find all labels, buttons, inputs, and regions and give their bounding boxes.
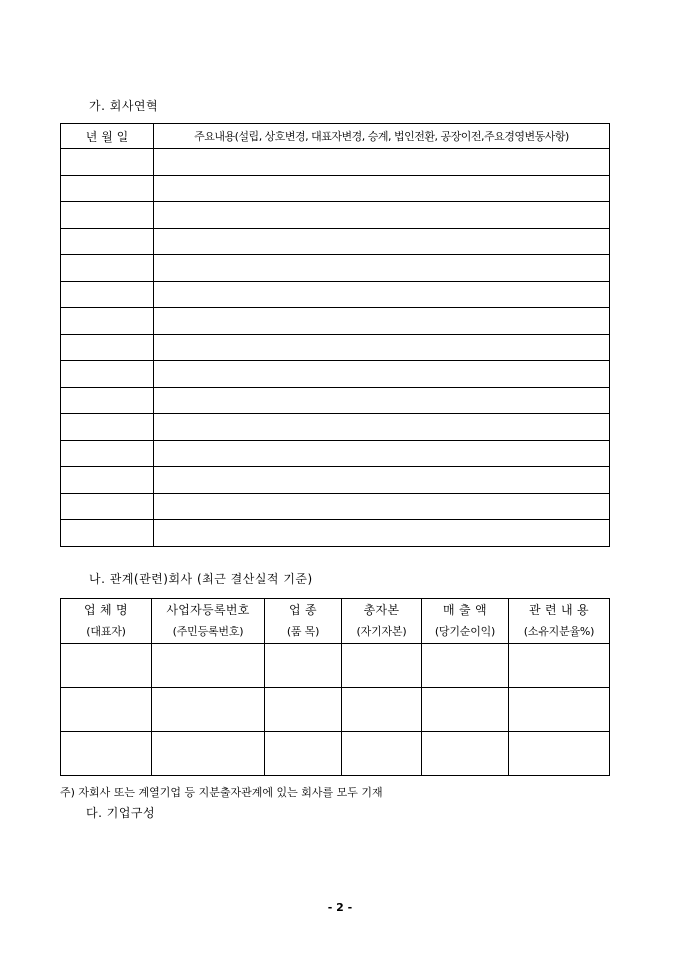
table-row <box>61 644 610 688</box>
table-header-row <box>61 124 610 149</box>
section-title-organization: 다. 기업구성 <box>86 806 156 820</box>
table-row <box>61 149 610 176</box>
total-capital-cell[interactable] <box>342 688 422 732</box>
sales-cell[interactable] <box>422 644 509 688</box>
header-sales: 매 출 액 (당기순이익) <box>422 599 509 644</box>
table-row <box>61 440 610 467</box>
table-row <box>61 228 610 255</box>
date-cell[interactable] <box>61 281 154 308</box>
date-cell[interactable] <box>61 467 154 494</box>
date-cell[interactable] <box>61 228 154 255</box>
content-cell[interactable] <box>154 440 610 467</box>
company-name-cell[interactable] <box>61 644 152 688</box>
header-main-content: 주요내용(설립, 상호변경, 대표자변경, 승계, 법인전환, 공장이전,주요경영변동사항) <box>154 124 610 149</box>
relation-cell[interactable] <box>509 688 610 732</box>
company-history-table <box>60 123 610 547</box>
business-reg-number-cell[interactable] <box>152 732 265 776</box>
business-reg-number-cell[interactable] <box>152 644 265 688</box>
date-cell[interactable] <box>61 440 154 467</box>
table-row <box>61 732 610 776</box>
table-row <box>61 493 610 520</box>
content-cell[interactable] <box>154 361 610 388</box>
content-cell[interactable] <box>154 334 610 361</box>
sales-cell[interactable] <box>422 688 509 732</box>
date-cell[interactable] <box>61 493 154 520</box>
industry-cell[interactable] <box>265 688 342 732</box>
industry-cell[interactable] <box>265 732 342 776</box>
content-cell[interactable] <box>154 175 610 202</box>
date-cell[interactable] <box>61 255 154 282</box>
table-row <box>61 281 610 308</box>
page-number: - 2 - <box>327 901 353 914</box>
content-cell[interactable] <box>154 414 610 441</box>
header-relation: 관 련 내 용 (소유지분율%) <box>509 599 610 644</box>
affiliate-companies-table <box>60 598 610 776</box>
table-row <box>61 175 610 202</box>
content-cell[interactable] <box>154 255 610 282</box>
table-header-row <box>61 599 610 644</box>
table-row <box>61 308 610 335</box>
content-cell[interactable] <box>154 281 610 308</box>
date-cell[interactable] <box>61 149 154 176</box>
date-cell[interactable] <box>61 387 154 414</box>
content-cell[interactable] <box>154 228 610 255</box>
table-row <box>61 387 610 414</box>
date-cell[interactable] <box>61 175 154 202</box>
header-business-reg-number: 사업자등록번호 (주민등록번호) <box>152 599 265 644</box>
date-cell[interactable] <box>61 414 154 441</box>
table-row <box>61 202 610 229</box>
content-cell[interactable] <box>154 520 610 547</box>
date-cell[interactable] <box>61 520 154 547</box>
relation-cell[interactable] <box>509 732 610 776</box>
business-reg-number-cell[interactable] <box>152 688 265 732</box>
header-date: 년 월 일 <box>61 124 154 149</box>
date-cell[interactable] <box>61 308 154 335</box>
header-industry: 업 종 (품 목) <box>265 599 342 644</box>
total-capital-cell[interactable] <box>342 644 422 688</box>
content-cell[interactable] <box>154 308 610 335</box>
company-name-cell[interactable] <box>61 688 152 732</box>
header-total-capital: 총자본 (자기자본) <box>342 599 422 644</box>
table-row <box>61 361 610 388</box>
content-cell[interactable] <box>154 493 610 520</box>
industry-cell[interactable] <box>265 644 342 688</box>
header-company-name: 업 체 명 (대표자) <box>61 599 152 644</box>
section-title-affiliates: 나. 관계(관련)회사 (최근 결산실적 기준) <box>89 572 313 586</box>
footnote: 주) 자회사 또는 계열기업 등 지분출자관계에 있는 회사를 모두 기재 <box>60 786 383 799</box>
table-row <box>61 414 610 441</box>
sales-cell[interactable] <box>422 732 509 776</box>
table-row <box>61 688 610 732</box>
table-row <box>61 467 610 494</box>
table-row <box>61 520 610 547</box>
date-cell[interactable] <box>61 334 154 361</box>
table-row <box>61 255 610 282</box>
date-cell[interactable] <box>61 361 154 388</box>
content-cell[interactable] <box>154 387 610 414</box>
content-cell[interactable] <box>154 202 610 229</box>
content-cell[interactable] <box>154 467 610 494</box>
total-capital-cell[interactable] <box>342 732 422 776</box>
section-title-company-history: 가. 회사연혁 <box>89 99 159 113</box>
content-cell[interactable] <box>154 149 610 176</box>
company-name-cell[interactable] <box>61 732 152 776</box>
table-row <box>61 334 610 361</box>
date-cell[interactable] <box>61 202 154 229</box>
relation-cell[interactable] <box>509 644 610 688</box>
